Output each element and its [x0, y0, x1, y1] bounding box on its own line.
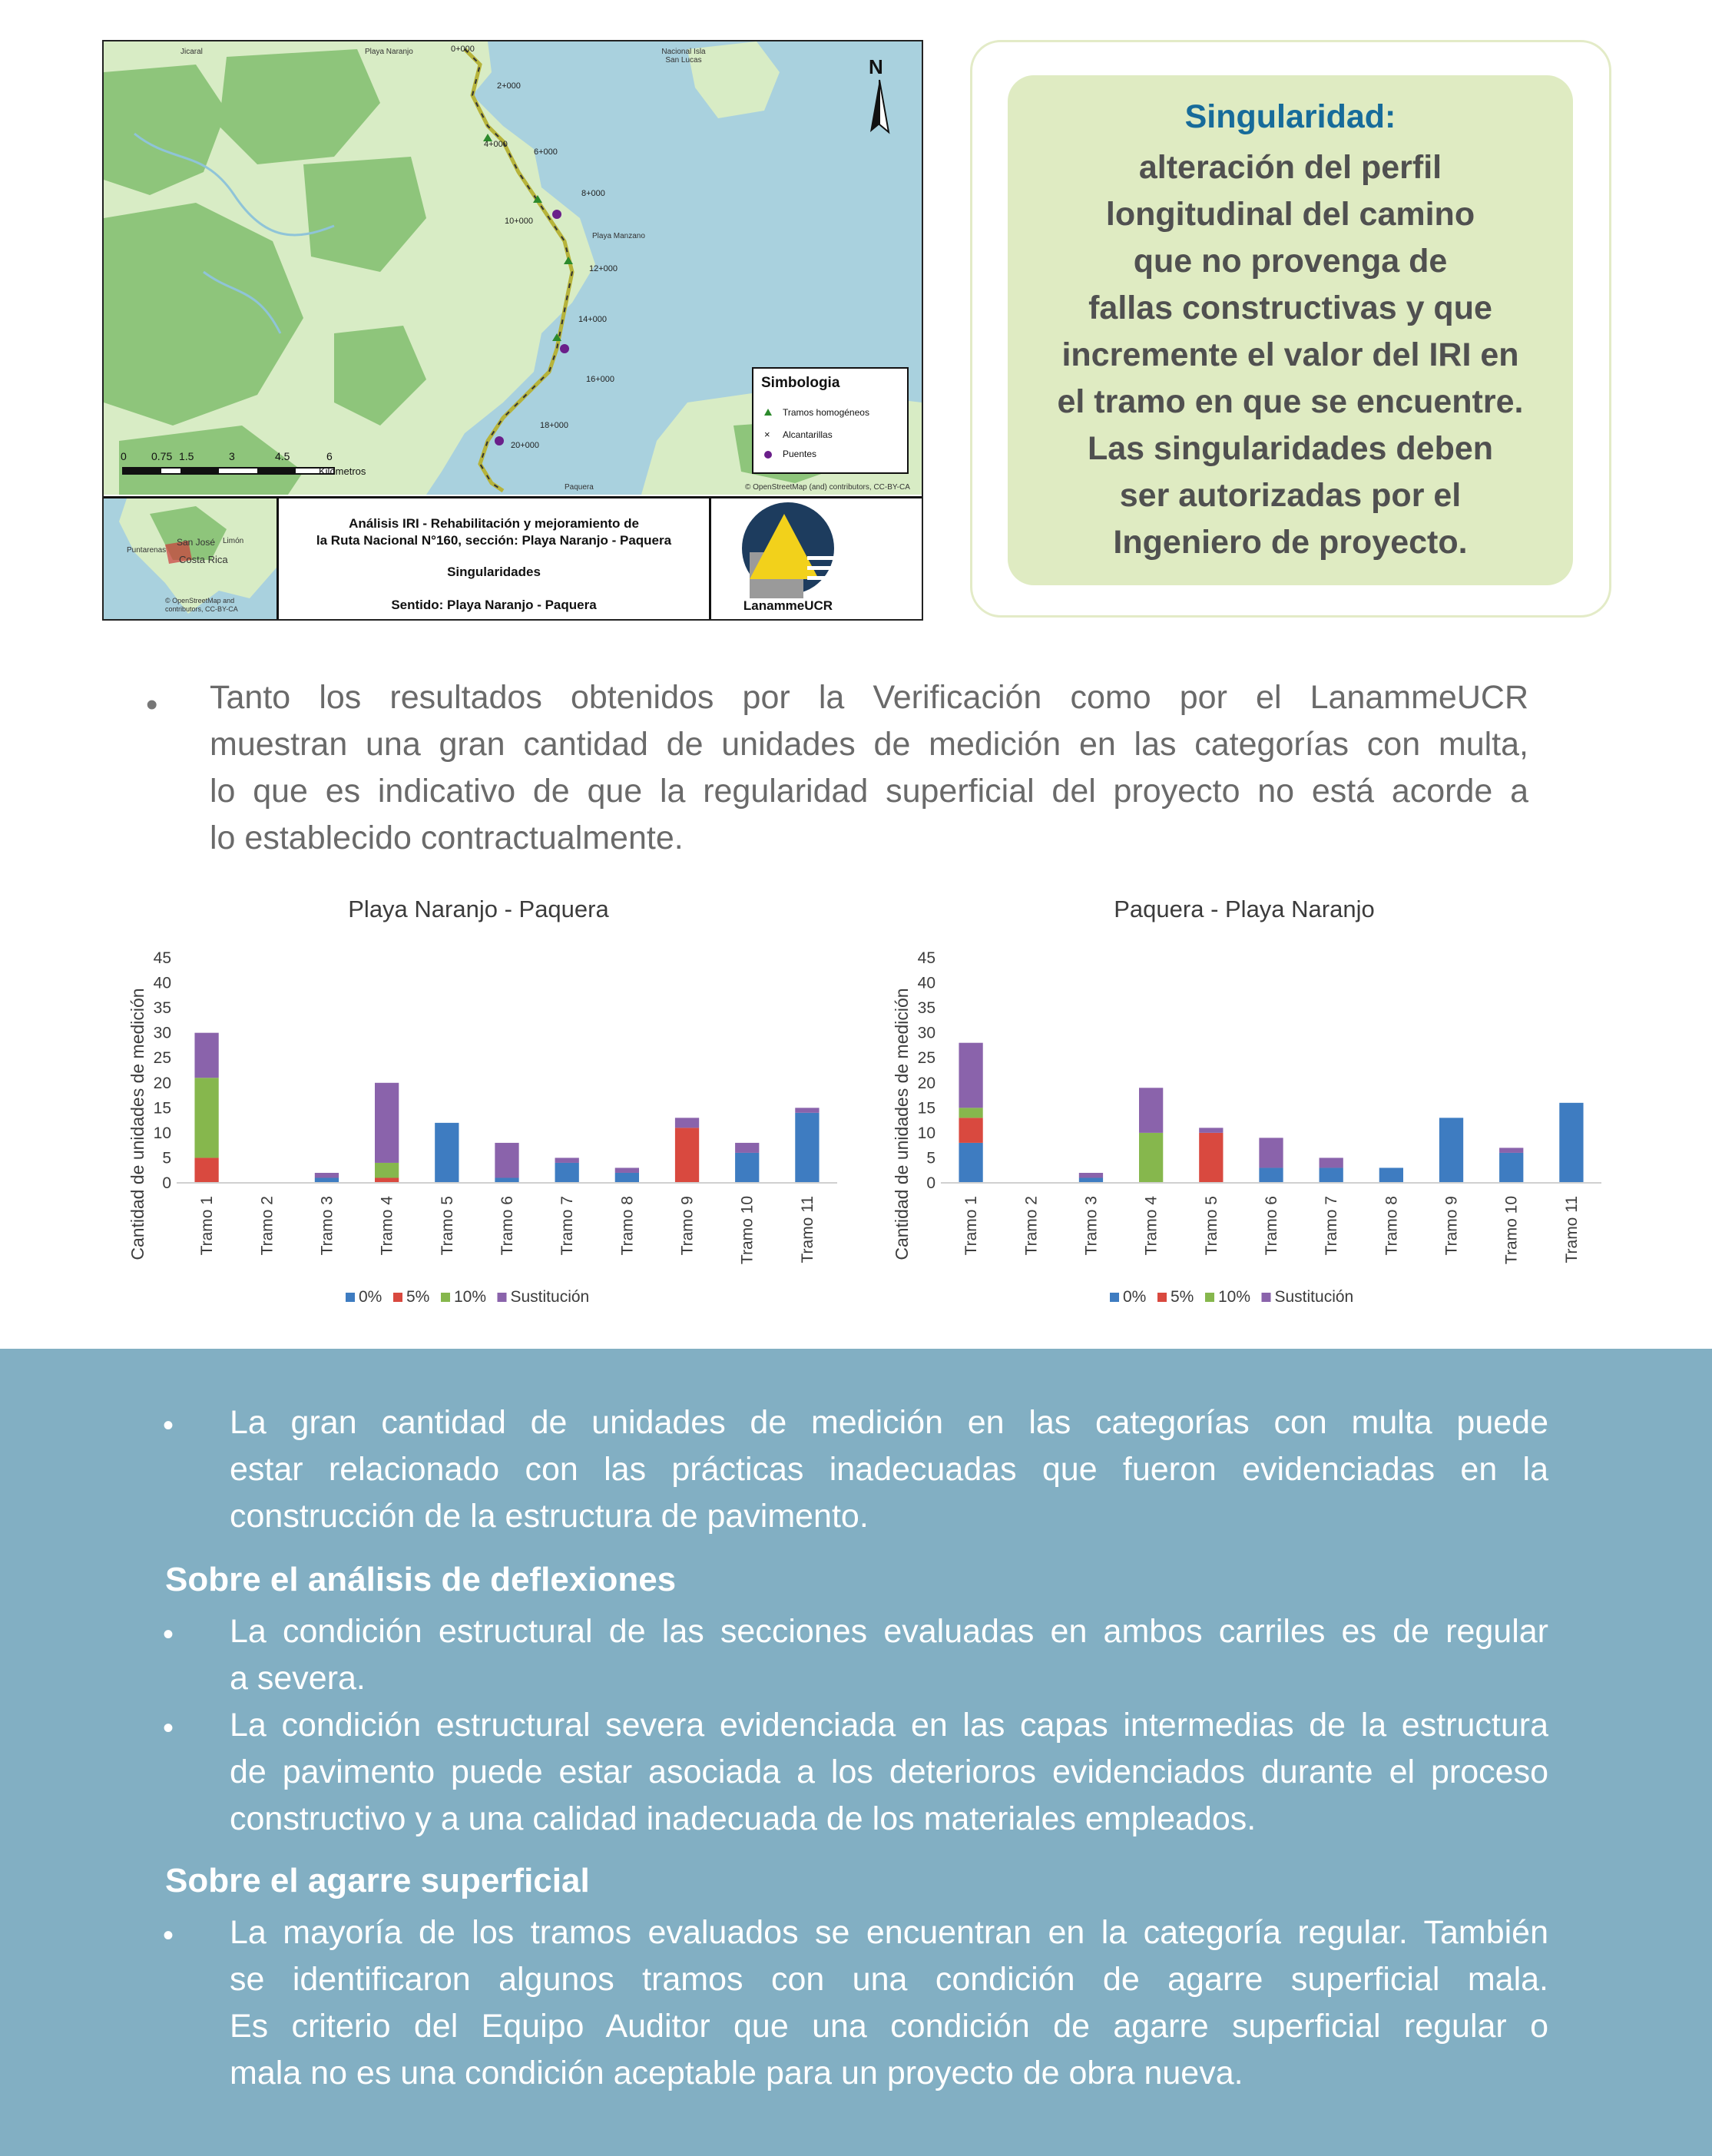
- bar-0-11: [795, 1113, 819, 1183]
- station-label: 12+000: [589, 264, 618, 273]
- y-tick-label: 15: [153, 1099, 171, 1118]
- cross-icon: ×: [764, 429, 770, 440]
- paragraph-line: La condición estructural de las secciones evaluadas en ambos carriles es de regular: [230, 1613, 1548, 1650]
- bar-sustitucin-6: [495, 1143, 518, 1178]
- y-tick-label: 0: [926, 1174, 935, 1192]
- x-tick-label: Tramo 4: [1142, 1196, 1161, 1256]
- definition-line: longitudinal del camino: [1105, 196, 1475, 233]
- y-tick-label: 25: [153, 1049, 171, 1068]
- map-info-line3: Singularidades: [447, 565, 541, 579]
- station-label: 16+000: [586, 375, 615, 384]
- bar-sustitucin-5: [1199, 1128, 1223, 1133]
- paragraph-line: muestran una gran cantidad de unidades de medición en las categorías con multa,: [210, 726, 1528, 763]
- map-info-line1: Análisis IRI - Rehabilitación y mejoramiento de: [349, 516, 639, 531]
- definition-line: ser autorizadas por el: [1119, 477, 1462, 514]
- inset-label: Limón: [223, 537, 244, 545]
- legend-row: [764, 449, 816, 459]
- paragraph-line: lo que es indicativo de que la regularidad superficial del proyecto no está acorde a: [210, 773, 1528, 810]
- scale-label: 0: [121, 450, 127, 462]
- y-tick-label: 45: [917, 949, 935, 967]
- chart-right: [879, 937, 1647, 1367]
- paragraph-line: se identificaron algunos tramos con una condición de agarre superficial mala.: [230, 1961, 1548, 1998]
- y-axis-label: Cantidad de unidades de medición: [127, 988, 147, 1260]
- y-tick-label: 20: [917, 1074, 935, 1092]
- y-tick-label: 45: [153, 949, 171, 967]
- triangle-icon: [764, 409, 772, 416]
- inset-label: Costa Rica: [179, 554, 228, 565]
- station-label: 2+000: [497, 81, 521, 91]
- scale-label: 3: [229, 450, 235, 462]
- bar-0-1: [959, 1143, 982, 1183]
- definition-line: fallas constructivas y que: [1088, 290, 1492, 326]
- definition-line: que no provenga de: [1133, 243, 1448, 280]
- y-tick-label: 35: [917, 999, 935, 1018]
- paragraph-line: construcción de la estructura de pavimento.: [230, 1498, 869, 1535]
- bar-0-6: [1259, 1167, 1283, 1183]
- bar-0-5: [435, 1123, 459, 1183]
- legend-swatch: [441, 1293, 450, 1302]
- bar-sustitucin-6: [1259, 1138, 1283, 1167]
- map-legend: [752, 367, 909, 474]
- paragraph-line: Es criterio del Equipo Auditor que una condición de agarre superficial regular o: [230, 2008, 1548, 2045]
- x-tick-label: Tramo 3: [318, 1196, 336, 1256]
- x-tick-label: Tramo 7: [1323, 1196, 1341, 1256]
- scale-label: 1.5: [179, 450, 194, 462]
- dot-icon: [764, 451, 772, 459]
- x-tick-label: Tramo 9: [1442, 1196, 1461, 1256]
- legend-swatch: [1157, 1293, 1167, 1302]
- bullet-marker: •: [163, 1409, 174, 1442]
- bar-0-11: [1559, 1103, 1583, 1183]
- x-tick-label: Tramo 4: [378, 1196, 396, 1256]
- x-tick-label: Tramo 10: [738, 1196, 757, 1265]
- y-tick-label: 30: [917, 1024, 935, 1042]
- bar-10-1: [194, 1078, 218, 1157]
- y-tick-label: 5: [926, 1149, 935, 1167]
- bar-sustitucin-11: [795, 1108, 819, 1113]
- definition-title: Singularidad:: [1184, 98, 1396, 135]
- bullet-marker: •: [163, 1919, 174, 1952]
- paragraph-line: mala no es una condición aceptable para un proyecto de obra nueva.: [230, 2055, 1243, 2091]
- place-label: Playa Manzano: [592, 232, 645, 240]
- legend-row: [764, 407, 869, 418]
- bar-5-1: [194, 1157, 218, 1183]
- legend-swatch: [346, 1293, 355, 1302]
- panel-paragraph: [230, 1608, 1548, 1702]
- bar-0-10: [1499, 1153, 1523, 1183]
- intro-paragraph: [210, 674, 1528, 862]
- definition-line: alteración del perfil: [1138, 149, 1442, 186]
- bar-sustitucin-3: [1079, 1173, 1103, 1178]
- x-tick-label: Tramo 3: [1082, 1196, 1101, 1256]
- bar-10-4: [1139, 1133, 1163, 1183]
- bar-5-9: [675, 1128, 699, 1183]
- legend-title: Simbologia: [761, 375, 840, 391]
- bar-sustitucin-1: [194, 1033, 218, 1078]
- station-label: 10+000: [505, 217, 534, 226]
- north-label: N: [869, 55, 883, 78]
- bar-0-8: [1379, 1167, 1403, 1183]
- y-axis-label: Cantidad de unidades de medición: [892, 988, 912, 1260]
- definition-body: [1008, 144, 1573, 566]
- legend-label: 5%: [406, 1288, 430, 1306]
- place-label: Jicaral: [180, 48, 203, 56]
- station-label: 6+000: [534, 147, 558, 157]
- bar-sustitucin-9: [675, 1118, 699, 1128]
- bar-0-7: [555, 1163, 579, 1183]
- paragraph-line: de pavimento puede estar asociada a los deterioros evidenciados durante el proceso: [230, 1754, 1548, 1790]
- station-label: 8+000: [581, 189, 605, 198]
- x-tick-label: Tramo 1: [198, 1196, 217, 1256]
- definition-line: Ingeniero de proyecto.: [1113, 524, 1468, 561]
- scale-unit: Kilómetros: [319, 465, 366, 477]
- legend-item: Puentes: [783, 449, 817, 459]
- route-map: [102, 40, 923, 621]
- bar-10-4: [375, 1163, 399, 1178]
- paragraph-line: constructivo y a una calidad inadecuada de los materiales empleados.: [230, 1800, 1257, 1837]
- paragraph-line: a severa.: [230, 1660, 366, 1697]
- x-tick-label: Tramo 2: [1022, 1196, 1041, 1256]
- legend-item: Tramos homogéneos: [783, 407, 869, 418]
- paragraph-line: Tanto los resultados obtenidos por la Verificación como por el LanammeUCR: [210, 679, 1528, 716]
- definition-line: Las singularidades deben: [1087, 430, 1494, 467]
- definition-line: incremente el valor del IRI en: [1061, 336, 1519, 373]
- legend-swatch: [1110, 1293, 1119, 1302]
- x-tick-label: Tramo 6: [1263, 1196, 1280, 1256]
- bar-5-5: [1199, 1133, 1223, 1183]
- paragraph-line: La mayoría de los tramos evaluados se encuentran en la categoría regular. También: [230, 1914, 1548, 1951]
- station-label: 20+000: [511, 441, 540, 450]
- y-tick-label: 30: [153, 1024, 171, 1042]
- legend-label: 0%: [359, 1288, 382, 1306]
- bar-sustitucin-10: [735, 1143, 759, 1153]
- logo-text: LanammeUCR: [743, 598, 833, 613]
- bullet-marker: •: [146, 686, 158, 724]
- chart-title-right: Paquera - Playa Naranjo: [1114, 896, 1375, 922]
- x-tick-label: Tramo 6: [498, 1196, 516, 1256]
- map-info-line: [279, 515, 709, 549]
- bar-sustitucin-3: [315, 1173, 339, 1178]
- paragraph-line: estar relacionado con las prácticas inadecuadas que fueron evidenciadas en la: [230, 1451, 1548, 1488]
- map-copyright: © OpenStreetMap (and) contributors, CC-BY-CA: [745, 483, 910, 492]
- map-info-strip: [104, 496, 922, 621]
- station-label: 18+000: [540, 421, 569, 430]
- bar-sustitucin-8: [615, 1167, 639, 1173]
- legend-swatch: [1262, 1293, 1271, 1302]
- panel-paragraph: [230, 1909, 1548, 2097]
- bar-10-1: [959, 1108, 982, 1118]
- y-tick-label: 35: [153, 999, 171, 1018]
- bullet-marker: •: [163, 1711, 174, 1745]
- bar-5-1: [959, 1118, 982, 1143]
- lanamme-logo: [711, 498, 922, 621]
- bar-sustitucin-1: [959, 1043, 982, 1108]
- x-tick-label: Tramo 11: [798, 1196, 816, 1263]
- x-tick-label: Tramo 11: [1562, 1196, 1581, 1263]
- legend-item: Alcantarillas: [783, 429, 833, 440]
- map-info-line4: Sentido: Playa Naranjo - Paquera: [391, 598, 597, 612]
- chart-title-left: Playa Naranjo - Paquera: [348, 896, 609, 922]
- scale-label: 4.5: [275, 450, 290, 462]
- map-info-title: [279, 498, 711, 621]
- x-tick-label: Tramo 2: [258, 1196, 277, 1256]
- paragraph-line: La condición estructural severa evidenciada en las capas intermedias de la estructura: [230, 1707, 1548, 1744]
- section-heading-agarre: Sobre el agarre superficial: [165, 1862, 590, 1899]
- y-tick-label: 20: [153, 1074, 171, 1092]
- legend-swatch: [393, 1293, 402, 1302]
- bar-0-10: [735, 1153, 759, 1183]
- legend-swatch: [498, 1293, 507, 1302]
- legend-label: Sustitución: [510, 1288, 590, 1306]
- bar-sustitucin-10: [1499, 1148, 1523, 1153]
- bar-sustitucin-4: [1139, 1088, 1163, 1133]
- scale-label: 6: [326, 450, 333, 462]
- chart-left: [115, 937, 883, 1367]
- map-info-line2: la Ruta Nacional N°160, sección: Playa Naranjo - Paquera: [316, 533, 672, 548]
- bar-sustitucin-4: [375, 1083, 399, 1163]
- paragraph-line: lo establecido contractualmente.: [210, 820, 684, 856]
- x-tick-label: Tramo 10: [1502, 1196, 1521, 1265]
- conclusions-panel: [0, 1349, 1712, 2156]
- location-inset-map: [104, 498, 279, 621]
- panel-paragraph: [230, 1399, 1548, 1540]
- x-tick-label: Tramo 5: [438, 1196, 456, 1256]
- x-tick-label: Tramo 7: [558, 1196, 577, 1256]
- definition-box: [1008, 75, 1573, 585]
- bar-0-8: [615, 1173, 639, 1183]
- x-tick-label: Tramo 5: [1202, 1196, 1220, 1256]
- logo-graphic: [711, 498, 865, 598]
- inset-label: San José: [177, 537, 216, 548]
- y-tick-label: 25: [917, 1049, 935, 1068]
- inset-label: Puntarenas: [127, 546, 167, 555]
- x-tick-label: Tramo 1: [962, 1196, 981, 1256]
- inset-copyright: © OpenStreetMap and contributors, CC-BY-CA: [165, 597, 238, 613]
- panel-paragraph: [230, 1702, 1548, 1843]
- x-tick-label: Tramo 8: [1383, 1196, 1401, 1256]
- legend-label: 0%: [1123, 1288, 1147, 1306]
- y-tick-label: 40: [153, 974, 171, 992]
- bar-sustitucin-7: [1320, 1157, 1343, 1167]
- scale-label: 0.75: [151, 450, 173, 462]
- legend-row: [764, 429, 833, 440]
- bullet-marker: •: [163, 1618, 174, 1651]
- y-tick-label: 10: [917, 1124, 935, 1142]
- y-tick-label: 5: [162, 1149, 171, 1167]
- paragraph-line: La gran cantidad de unidades de medición en las categorías con multa puede: [230, 1404, 1548, 1441]
- legend-label: 10%: [1218, 1288, 1251, 1306]
- bar-sustitucin-7: [555, 1157, 579, 1163]
- scale-labels: [118, 450, 363, 465]
- x-tick-label: Tramo 9: [678, 1196, 697, 1256]
- legend-swatch: [1205, 1293, 1214, 1302]
- place-label: Playa Naranjo: [365, 48, 413, 56]
- station-label: 4+000: [484, 140, 508, 149]
- y-tick-label: 10: [153, 1124, 171, 1142]
- bar-0-7: [1320, 1167, 1343, 1183]
- place-label: Nacional Isla San Lucas: [661, 48, 706, 65]
- section-heading-deflexiones: Sobre el análisis de deflexiones: [165, 1561, 677, 1598]
- y-tick-label: 40: [917, 974, 935, 992]
- y-tick-label: 0: [162, 1174, 171, 1192]
- bar-0-9: [1439, 1118, 1463, 1183]
- x-tick-label: Tramo 8: [618, 1196, 637, 1256]
- y-tick-label: 15: [917, 1099, 935, 1118]
- station-label: 14+000: [578, 315, 608, 324]
- map-main-panel: [104, 41, 922, 495]
- place-label: Paquera: [565, 483, 594, 492]
- legend-label: Sustitución: [1274, 1288, 1354, 1306]
- legend-label: 10%: [454, 1288, 487, 1306]
- legend-label: 5%: [1171, 1288, 1194, 1306]
- definition-line: el tramo en que se encuentre.: [1057, 383, 1524, 420]
- station-label: 0+000: [451, 45, 475, 54]
